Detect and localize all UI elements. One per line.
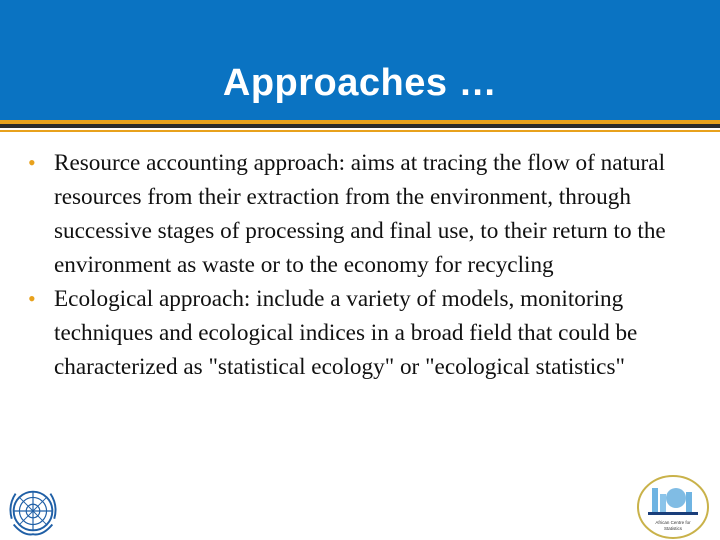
- bullet-item: [28, 282, 700, 384]
- logo-caption-2: Statistics: [663, 526, 683, 531]
- bullet-dot-icon: •: [28, 150, 36, 175]
- bullet-item: [28, 146, 700, 282]
- un-emblem-icon: [4, 482, 62, 540]
- header-rule-dark: [0, 124, 720, 128]
- slide-title: Approaches …: [222, 62, 498, 104]
- bullet-text: Ecological approach: include a variety of models, monitoring techniques and ecological indices in a broad field that could be characterized as "statistical ecology" or "ecological statistics": [54, 286, 638, 380]
- logo-caption-1: African Centre for: [655, 520, 691, 525]
- title-banner: [0, 0, 720, 120]
- bullet-dot-icon: •: [28, 286, 36, 311]
- header-rule-gold-thin: [0, 130, 720, 132]
- bullet-list: [28, 146, 700, 384]
- statistics-centre-logo-icon: [636, 474, 710, 540]
- bullet-text: Resource accounting approach: aims at tracing the flow of natural resources from their extraction from the environment, through successive stages of processing and final use, to their return to the environment as waste or to the economy for recycling: [54, 150, 666, 278]
